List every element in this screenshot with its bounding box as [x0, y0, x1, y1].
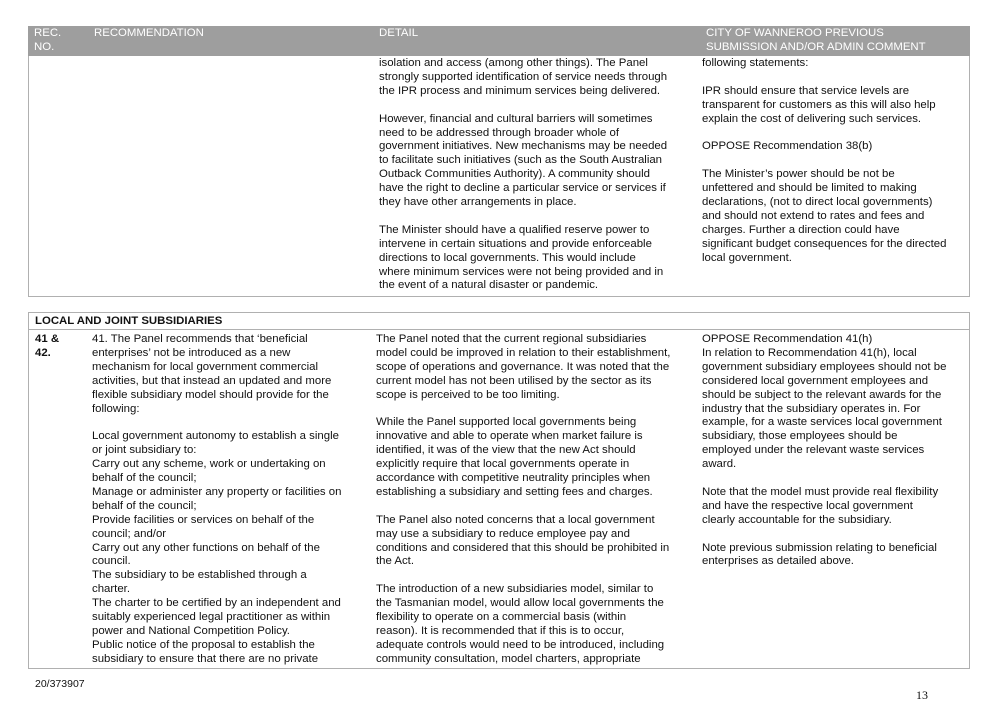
text-line: award.: [702, 458, 737, 471]
page-number: 13: [916, 688, 928, 702]
header-city-comment: CITY OF WANNEROO PREVIOUS SUBMISSION AND/OR ADMIN COMMENT: [706, 27, 926, 53]
rec-number: 41 & 42.: [35, 333, 60, 359]
paragraph: [376, 583, 694, 666]
text-line: The Panel also noted concerns that a local government: [376, 513, 655, 526]
paragraph: [376, 514, 694, 570]
text-line: power and National Competition Policy.: [92, 625, 290, 638]
text-line: accordance with competitive neutrality principles when: [376, 472, 651, 485]
text-line: enterprises as detailed above.: [702, 555, 854, 568]
header-detail: DETAIL: [379, 27, 419, 39]
text-line: suitably experienced legal practitioner as within: [92, 611, 331, 624]
text-line: The Minister should have a qualified reserve power to: [379, 223, 650, 236]
text-line: following:: [92, 402, 140, 415]
text-line: Local government autonomy to establish a single: [92, 430, 339, 443]
text-line: identified, it was of the view that the new Act should: [376, 444, 636, 457]
paragraph: [379, 113, 697, 210]
text-line: strongly supported identification of service needs through: [379, 70, 668, 83]
text-line: subsidiary to ensure that there are no private: [92, 652, 319, 665]
detail-cell: [376, 333, 694, 667]
comment-cell: [702, 57, 970, 266]
text-line: local government.: [702, 251, 792, 264]
text-line: enterprises’ not be introduced as a new: [92, 346, 291, 359]
text-line: employed under the relevant waste services: [702, 444, 925, 457]
detail-cell: [379, 57, 697, 293]
text-line: declarations, (not to direct local governments): [702, 196, 933, 209]
subsidiaries-section: [28, 312, 970, 669]
text-line: the event of a natural disaster or pandemic.: [379, 279, 599, 292]
text-line: should be subject to the relevant awards for the: [702, 388, 942, 401]
text-line: model could be improved in relation to their establishment,: [376, 346, 671, 359]
paragraph: [376, 333, 694, 403]
text-line: Provide facilities or services on behalf of the: [92, 513, 315, 526]
text-line: Carry out any scheme, work or undertaking on: [92, 458, 326, 471]
text-line: or joint subsidiary to:: [92, 444, 197, 457]
text-line: government subsidiary employees should not be: [702, 360, 947, 373]
text-line: and should not extend to rates and fees and: [702, 209, 925, 222]
paragraph: [702, 542, 967, 570]
text-line: the Tasmanian model, would allow local governments the: [376, 597, 664, 610]
text-line: explicitly require that local governments operate in: [376, 458, 630, 471]
text-line: reason). It is recommended that if this is to occur,: [376, 624, 625, 637]
text-line: Manage or administer any property or facilities on: [92, 485, 342, 498]
paragraph: [702, 85, 970, 127]
text-line: Note that the model must provide real flexibility: [702, 485, 939, 498]
text-line: example, for a waste services local government: [702, 416, 942, 429]
text-line: IPR should ensure that service levels are: [702, 84, 910, 97]
text-line: government initiatives. New mechanisms may be needed: [379, 140, 668, 153]
text-line: the IPR process and minimum services being delivered.: [379, 84, 661, 97]
text-line: may use a subsidiary to reduce employee pay and: [376, 527, 630, 540]
header-recommendation: RECOMMENDATION: [94, 27, 204, 39]
comment-cell: [702, 333, 967, 569]
text-line: While the Panel supported local governments being: [376, 416, 637, 429]
text-line: isolation and access (among other things). The Panel: [379, 57, 648, 69]
text-line: flexibility to operate on a commercial basis (within: [376, 611, 627, 624]
text-line: council; and/or: [92, 527, 167, 540]
paragraph: [702, 57, 970, 71]
text-line: mechanism for local government commercial: [92, 360, 318, 373]
text-line: charter.: [92, 583, 130, 596]
text-line: OPPOSE Recommendation 41(h): [702, 333, 873, 345]
paragraph: [92, 430, 368, 666]
text-line: innovative and able to operate when market failure is: [376, 430, 643, 443]
text-line: Outback Communities Authority). A community should: [379, 168, 650, 181]
text-line: significant budget consequences for the directed: [702, 237, 947, 250]
text-line: adequate controls would need to be introduced, including: [376, 638, 665, 651]
text-line: intervene in certain situations and provide enforceable: [379, 237, 652, 250]
text-line: Carry out any other functions on behalf of the: [92, 541, 320, 554]
text-line: In relation to Recommendation 41(h), local: [702, 346, 917, 359]
table-header: [28, 26, 970, 56]
text-line: need to be addressed through broader whole of: [379, 126, 620, 139]
paragraph: [379, 57, 697, 99]
text-line: The introduction of a new subsidiaries model, similar to: [376, 583, 654, 596]
text-line: The Panel noted that the current regional subsidiaries: [376, 333, 647, 345]
paragraph: [92, 333, 368, 416]
text-line: unfettered and should be limited to making: [702, 182, 917, 195]
text-line: The subsidiary to be established through a: [92, 569, 307, 582]
text-line: conditions and considered that this should be prohibited in: [376, 541, 670, 554]
text-line: directions to local governments. This would include: [379, 251, 636, 264]
text-line: they have other arrangements in place.: [379, 196, 577, 209]
paragraph: [702, 140, 970, 154]
text-line: Public notice of the proposal to establish the: [92, 638, 315, 651]
section-title: LOCAL AND JOINT SUBSIDIARIES: [29, 313, 969, 330]
text-line: community consultation, model charters, appropriate: [376, 652, 641, 665]
text-line: council.: [92, 555, 131, 568]
text-line: 41. The Panel recommends that ‘beneficial: [92, 333, 308, 345]
text-line: and have the respective local government: [702, 499, 913, 512]
text-line: following statements:: [702, 57, 809, 69]
text-line: scope is perceived to be too limiting.: [376, 388, 560, 401]
text-line: The Minister’s power should be not be: [702, 168, 895, 181]
text-line: The charter to be certified by an independent and: [92, 597, 341, 610]
text-line: the Act.: [376, 555, 414, 568]
text-line: flexible subsidiary model should provide for the: [92, 388, 329, 401]
text-line: explain the cost of delivering such services.: [702, 112, 922, 125]
text-line: considered local government employees and: [702, 374, 929, 387]
paragraph: [376, 416, 694, 499]
text-line: However, financial and cultural barriers will sometimes: [379, 112, 653, 125]
text-line: behalf of the council;: [92, 499, 197, 512]
document-reference: 20/373907: [35, 678, 85, 690]
table-row-continued: [28, 56, 970, 297]
text-line: Note previous submission relating to beneficial: [702, 541, 937, 554]
header-rec-no: REC. NO.: [34, 27, 62, 53]
text-line: scope of operations and governance. It was noted that the: [376, 360, 670, 373]
text-line: current model has not been utilised by the sector as its: [376, 374, 652, 387]
paragraph: [702, 333, 967, 472]
text-line: subsidiary, those employees should be: [702, 430, 898, 443]
paragraph: [702, 168, 970, 265]
text-line: OPPOSE Recommendation 38(b): [702, 140, 873, 153]
paragraph: [379, 224, 697, 294]
text-line: establishing a subsidiary and setting fees and charges.: [376, 485, 653, 498]
text-line: have the right to decline a particular service or services if: [379, 182, 666, 195]
text-line: charges. Further a direction could have: [702, 223, 900, 236]
recommendation-cell: [92, 333, 368, 667]
paragraph: [702, 486, 967, 528]
text-line: industry that the subsidiary operates in. For: [702, 402, 921, 415]
text-line: to facilitate such initiatives (such as the South Australian: [379, 154, 663, 167]
text-line: transparent for customers as this will also help: [702, 98, 936, 111]
text-line: where minimum services were not being provided and in: [379, 265, 664, 278]
text-line: behalf of the council;: [92, 472, 197, 485]
text-line: activities, but that instead an updated and more: [92, 374, 332, 387]
text-line: clearly accountable for the subsidiary.: [702, 513, 892, 526]
